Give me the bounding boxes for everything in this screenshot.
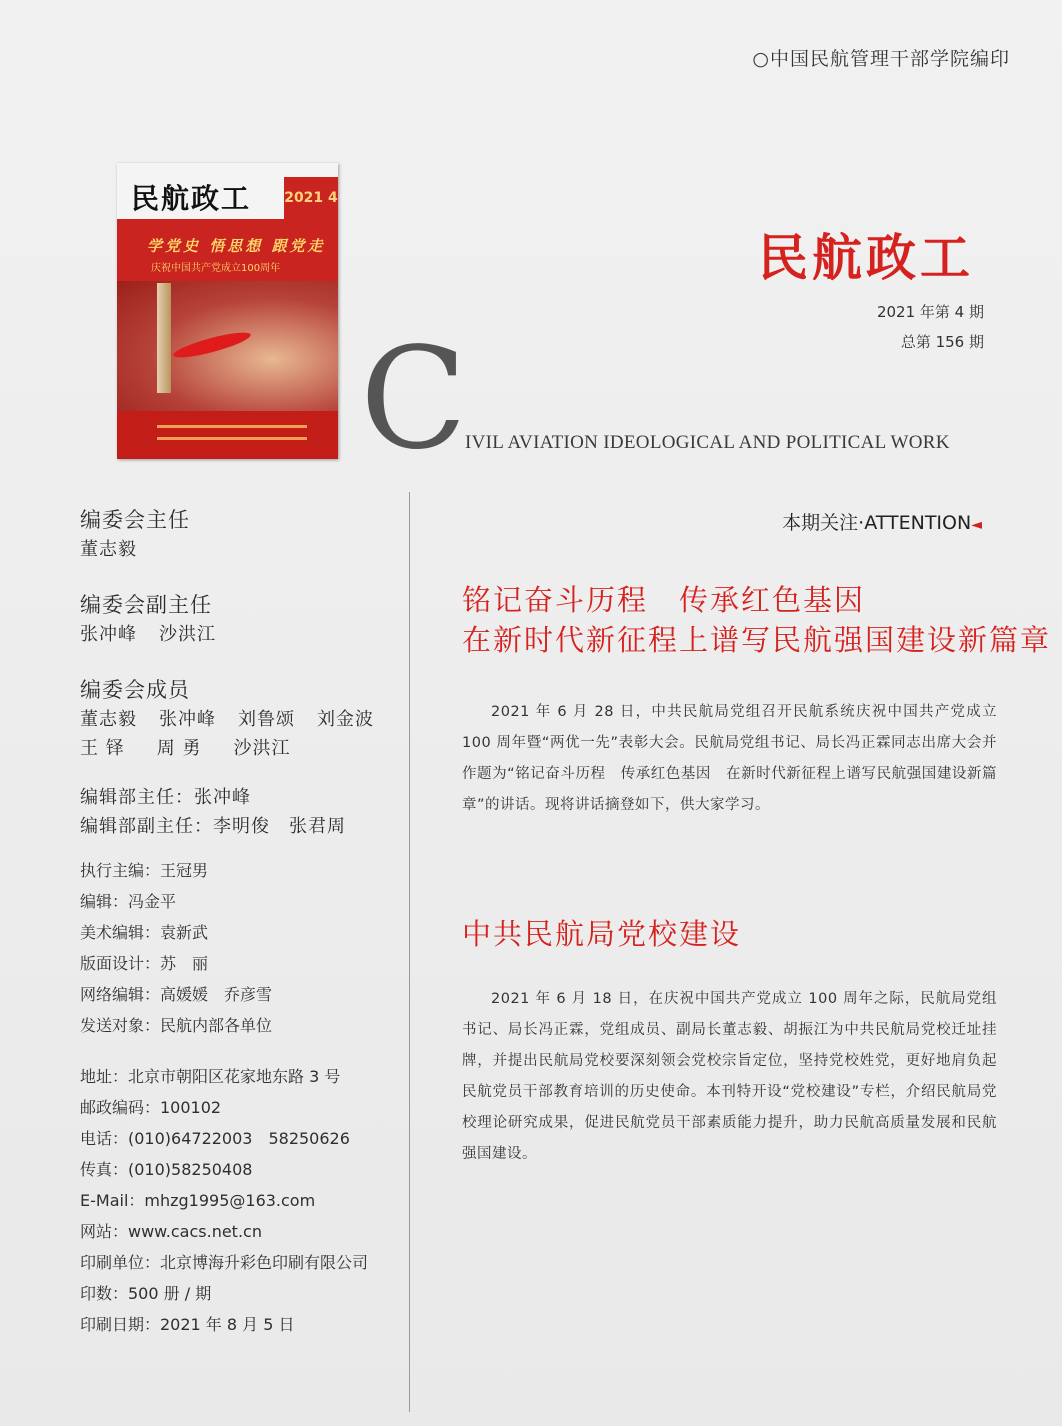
- contact-list: [80, 1061, 400, 1340]
- vice-director-name: 张冲峰: [80, 624, 137, 645]
- article-2-summary: 2021 年 6 月 18 日，在庆祝中国共产党成立 100 周年之际，民航局党组书记、局长冯正霖，党组成员、副局长董志毅、胡振江为中共民航局党校迁址挂牌，并提出民航局党校要深刻领会党校宗旨定位，坚持党校姓党，更好地肩负起民航党员干部教育培训的历史使命。本刊特开设“党校建设”专栏，介绍民航局党校理论研究成果，促进民航党员干部素质能力提升，助力民航高质量发展和民航强国建设。: [462, 991, 997, 1162]
- article-1-summary: 2021 年 6 月 28 日，中共民航局党组召开民航系统庆祝中国共产党成立 100 周年暨“两优一先”表彰大会。民航局党组书记、局长冯正霖同志出席大会并作题为“铭记奋斗历程 传承红色基因 在新时代新征程上谱写民航强国建设新篇章”的讲话。现将讲话摘登如下，供大家学习。: [462, 704, 997, 813]
- cover-footer-line: [157, 437, 307, 440]
- contact-line: 印数：500 册 / 期: [80, 1284, 212, 1303]
- contact-line: 印刷日期：2021 年 8 月 5 日: [80, 1315, 295, 1334]
- staff-list: [80, 855, 400, 1041]
- contact-line: 印刷单位：北京博海升彩色印刷有限公司: [80, 1253, 369, 1272]
- members-row: [80, 705, 400, 734]
- members-row: [80, 734, 400, 763]
- cover-title: 民航政工: [131, 182, 252, 215]
- article-title-line: 在新时代新征程上谱写民航强国建设新篇章: [462, 623, 1052, 657]
- cover-header: [117, 163, 338, 219]
- publisher-line: ○中国民航管理干部学院编印: [752, 48, 1010, 70]
- contact-line: 邮政编码：100102: [80, 1098, 222, 1117]
- total-issue-number: 总第 156 期: [900, 333, 984, 351]
- vice-director-names: [80, 620, 400, 649]
- contact-line: 网站：www.cacs.net.cn: [80, 1222, 262, 1241]
- cover-issue-badge: 2021 4: [284, 177, 338, 219]
- attention-header: [782, 508, 982, 535]
- dept-director: 编辑部主任：张冲峰: [80, 787, 251, 808]
- member-name: 张冲峰: [159, 709, 216, 730]
- english-initial: C: [360, 318, 468, 481]
- members-label: 编委会成员: [80, 678, 190, 702]
- contact-line: 地址：北京市朝阳区花家地东路 3 号: [80, 1067, 341, 1086]
- editorial-board: [80, 505, 400, 1340]
- cover-subtitle: 庆祝中国共产党成立100周年: [151, 263, 281, 274]
- contact-line: 电话：(010)64722003 58250626: [80, 1129, 350, 1148]
- director-name: 董志毅: [80, 539, 137, 560]
- cover-footer-line: [157, 425, 307, 428]
- article-2-title: [462, 914, 741, 954]
- magazine-title: 民航政工: [758, 228, 974, 287]
- article-1-title: [462, 580, 1051, 660]
- arrow-left-icon: ◄: [971, 517, 982, 533]
- staff-line: 执行主编：王冠男: [80, 861, 209, 880]
- cover-image: [117, 163, 338, 459]
- member-name: 周 勇: [156, 738, 202, 759]
- article-title-line: 铭记奋斗历程 传承红色基因: [462, 583, 866, 617]
- staff-line: 编辑：冯金平: [80, 892, 177, 911]
- dept-vice-director: 编辑部副主任：李明俊 张君周: [80, 816, 346, 837]
- cover-slogan: 学党史 悟思想 跟党走: [147, 237, 326, 255]
- staff-line: 版面设计：苏 丽: [80, 954, 209, 973]
- cover-footer-band: [117, 411, 338, 459]
- cover-pillar-graphic: [157, 283, 171, 393]
- attention-label: 本期关注·ATTENTION: [782, 512, 972, 534]
- vice-director-name: 沙洪江: [159, 624, 216, 645]
- contact-line: 传真：(010)58250408: [80, 1160, 253, 1179]
- vice-director-label: 编委会副主任: [80, 593, 212, 617]
- article-title-line: 中共民航局党校建设: [462, 917, 742, 951]
- member-name: 董志毅: [80, 709, 137, 730]
- director-label: 编委会主任: [80, 508, 190, 532]
- english-title: IVIL AVIATION IDEOLOGICAL AND POLITICAL WORK: [465, 432, 950, 453]
- staff-line: 发送对象：民航内部各单位: [80, 1016, 273, 1035]
- member-name: 沙洪江: [233, 738, 291, 759]
- member-name: 刘鲁颂: [238, 709, 295, 730]
- contact-line: E-Mail：mhzg1995@163.com: [80, 1191, 316, 1210]
- member-name: 刘金波: [317, 709, 374, 730]
- column-divider: [409, 492, 410, 1412]
- staff-line: 美术编辑：袁新武: [80, 923, 209, 942]
- staff-line: 网络编辑：高媛媛 乔彦雪: [80, 985, 273, 1004]
- member-name: 王 铎: [80, 738, 125, 759]
- issue-number: 2021 年第 4 期: [876, 303, 984, 321]
